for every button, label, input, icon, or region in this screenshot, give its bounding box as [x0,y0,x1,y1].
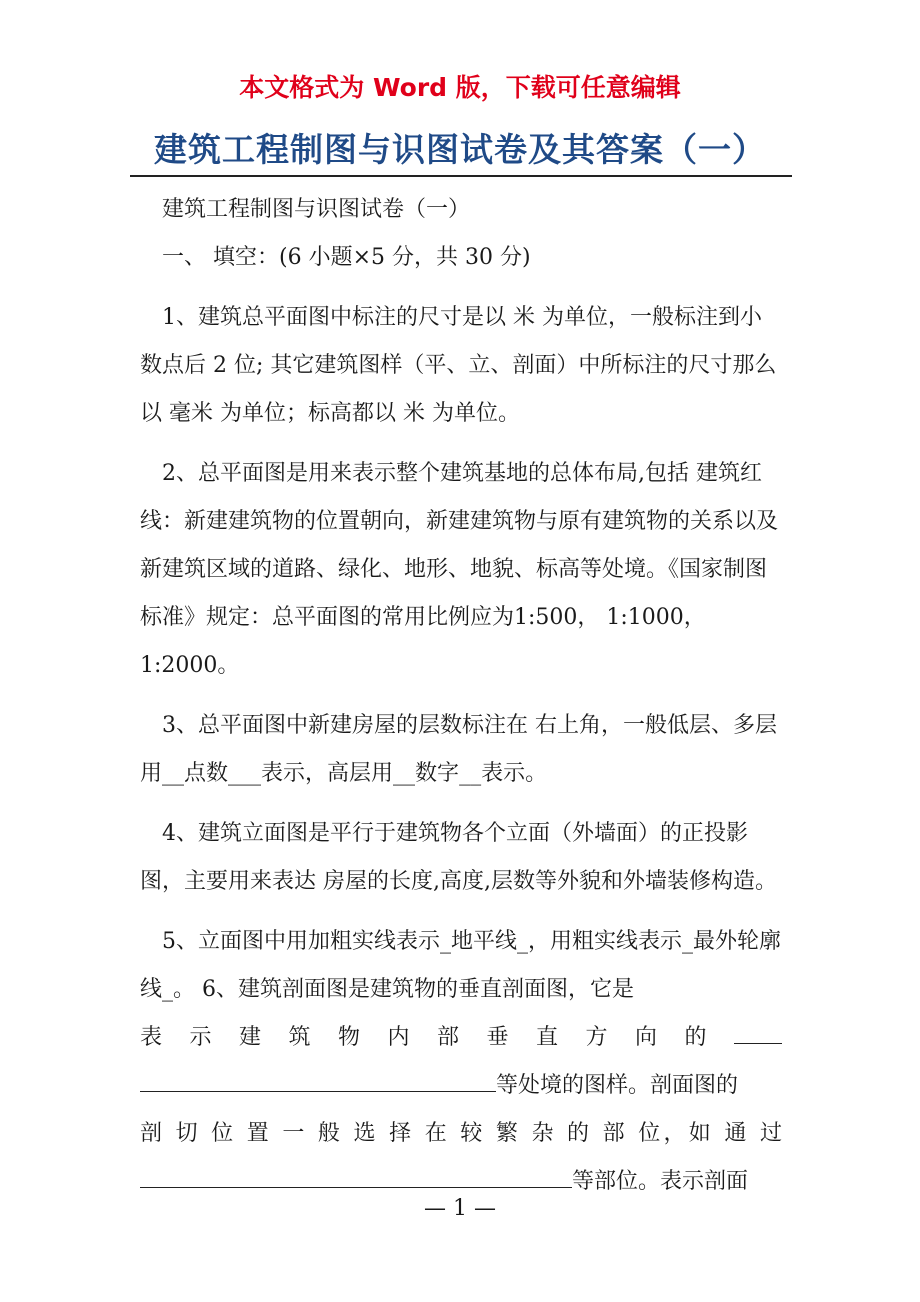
blank-underline: __ [459,761,482,786]
answer-blank [734,1017,782,1044]
document-title: 建筑工程制图与识图试卷及其答案（一） [154,130,766,169]
q5-answer-ground-line: 地平线 [451,929,518,954]
answer-blank [140,1161,572,1188]
page-number: — 1 — [424,1196,496,1221]
title-divider [130,175,792,177]
question-1: 1、建筑总平面图中标注的尺寸是以 米 为单位，一般标注到小数点后 2 位; 其它建筑图样（平、立、剖面）中所标注的尺寸那么以 毫米 为单位；标高都以 米 为单位。 [140,305,777,426]
question-3 [140,702,782,798]
question-2: 2、总平面图是用来表示整个建筑基地的总体布局,包括 建筑红线：新建建筑物的位置朝向，新建建筑物与原有建筑物的关系以及新建筑区域的道路、绿化、地形、地貌、标高等处境。《国家制图标准》规定：总平面图的常用比例应为1:500， 1:1000， 1:2000。 [140,461,779,678]
question-5-6: 5、立面图中用加粗实线表示_地平线_，用粗实线表示_最外轮廓线_。 6、建筑剖面图是建筑物的垂直剖面图，它是 [140,929,782,1002]
q6-line-spaced-1 [140,1014,782,1062]
q6-line-2 [140,1062,782,1110]
q6-line-spaced-3: 剖 切 位 置 一 般 选 择 在 较 繁 杂 的 部 位，如 通 过 [140,1121,782,1146]
q6-text-g: 等处境的图样。剖面图的 [496,1073,739,1098]
q3-answer-dots: 点数 [184,761,229,786]
q3-text-e: 表示。 [481,761,548,786]
section-heading: 一、 填空：(6 小题×5 分，共 30 分) [162,245,531,270]
answer-blank [140,1065,496,1092]
q5-text-c: ，用粗实线表示 [528,929,683,954]
q6-text-i: 等部位。表示剖面 [572,1169,749,1194]
exam-subtitle: 建筑工程制图与识图试卷（一） [162,197,471,222]
document-body [140,186,782,1206]
blank-underline: ___ [228,761,262,786]
q5-text-a: 5、立面图中用加粗实线表示 [162,929,440,954]
question-4: 4、建筑立面图是平行于建筑物各个立面（外墙面）的正投影图，主要用来表达 房屋的长度,高度,层数等外貌和外墙装修构造。 [140,821,777,894]
blank-underline: __ [393,761,416,786]
q6-text-e: 。 6、建筑剖面图是建筑物的垂直剖面图，它是 [173,977,635,1002]
q3-text-a: 3、总平面图中新建房屋的层数标注在 右上角，一般低层、多层用 [140,713,777,786]
q6-text-f: 表 示 建 筑 物 内 部 垂 直 方 向 的 [140,1025,717,1050]
download-notice-banner: 本文格式为 Word 版，下载可任意编辑 [239,73,681,102]
q3-answer-digits: 数字 [415,761,460,786]
q5-answer-outline: 最外轮廓线 [140,929,782,1002]
blank-underline: __ [162,761,185,786]
q3-text-c: 表示，高层用 [261,761,394,786]
